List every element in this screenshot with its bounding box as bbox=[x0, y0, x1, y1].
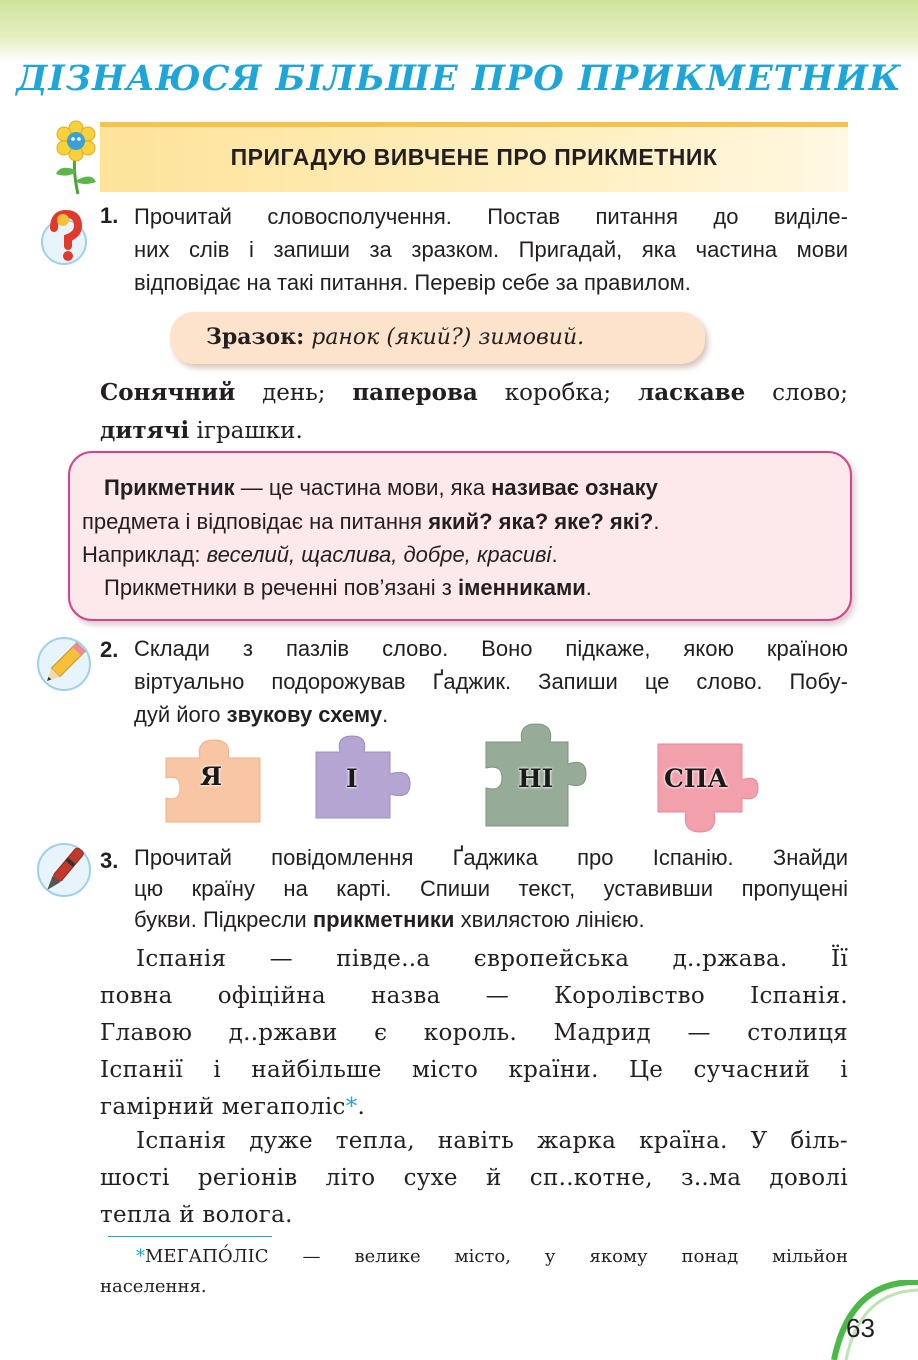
phrase-word: дитячі bbox=[100, 417, 190, 444]
rule-examples: веселий, щаслива, добре, красиві bbox=[206, 542, 552, 567]
task1-line: Прочитай словосполучення. Постав питання до виділе- bbox=[134, 204, 848, 229]
task2-instructions bbox=[134, 632, 848, 731]
text-line: шості регіонів літо сухе й сп..котне, з..ма доволі bbox=[100, 1165, 848, 1191]
text-line bbox=[100, 1089, 848, 1126]
task1-phrases bbox=[100, 374, 848, 450]
sample-question: (який?) bbox=[386, 325, 472, 350]
sample-label: Зразок: bbox=[206, 324, 305, 350]
rule-line-3 bbox=[82, 542, 558, 568]
top-band bbox=[0, 0, 918, 62]
task1-line: них слів і запиши за зразком. Пригадай, яка частина мови bbox=[134, 237, 848, 262]
phrase-noun: день; bbox=[262, 380, 326, 406]
rule-line-2 bbox=[82, 509, 659, 535]
task3-text: хвилястою лінією. bbox=[460, 907, 645, 932]
phrase-word: паперова bbox=[352, 379, 478, 406]
sample-box bbox=[170, 312, 705, 364]
subtitle-accent-line bbox=[100, 122, 848, 127]
task3-instructions bbox=[134, 842, 848, 935]
footnote-line bbox=[100, 1242, 848, 1272]
text-line: Главою д..ржави є король. Мадрид — столиця bbox=[100, 1020, 848, 1046]
task2-line: Склади з пазлів слово. Воно підкаже, якою країною bbox=[134, 636, 848, 661]
task2-text: дуй його bbox=[134, 702, 221, 727]
page-title: ДІЗНАЮСЯ БІЛЬШЕ ПРО ПРИКМЕТНИК bbox=[16, 58, 902, 99]
puzzle-shape bbox=[160, 734, 290, 834]
rule-questions: який? яка? яке? які? bbox=[428, 509, 654, 534]
section-subtitle: ПРИГАДУЮ ВИВЧЕНЕ ПРО ПРИКМЕТНИК bbox=[230, 144, 718, 170]
task3-bold: прикметники bbox=[312, 907, 455, 932]
text-line: Іспанія — півде..а європейська д..ржава. Її bbox=[136, 946, 848, 972]
footnote-line: населення. bbox=[100, 1276, 207, 1297]
rule-text: предмета і відповідає на питання bbox=[82, 509, 423, 534]
rule-example-label: Наприклад: bbox=[82, 542, 201, 567]
text-line: Іспанії і найбільше місто країни. Це сучасний і bbox=[100, 1057, 848, 1083]
sample-text bbox=[206, 324, 584, 350]
puzzle-label: НІ bbox=[518, 764, 554, 793]
phrase-word: ласкаве bbox=[638, 379, 746, 406]
rule-text: . bbox=[653, 509, 660, 534]
puzzle-shape bbox=[310, 734, 440, 834]
text-segment: . bbox=[357, 1094, 366, 1120]
task3-number: 3. bbox=[100, 848, 119, 873]
sample-noun: ранок bbox=[311, 325, 380, 350]
task2-text: . bbox=[382, 702, 389, 727]
rule-text: . bbox=[551, 542, 558, 567]
task2-line: віртуально подорожував Ґаджик. Запиши це слово. Побу- bbox=[134, 669, 848, 694]
rule-line-1 bbox=[104, 475, 658, 501]
page-number: 63 bbox=[846, 1313, 875, 1343]
task3-text: букви. Підкресли bbox=[134, 907, 307, 932]
puzzle-label: І bbox=[346, 764, 358, 793]
puzzle-piece bbox=[310, 734, 440, 834]
spain-paragraph-1 bbox=[100, 941, 848, 1126]
text-line: Іспанія дуже тепла, навіть жарка країна. У біль- bbox=[136, 1128, 848, 1154]
text-segment: гамірний мегаполіс bbox=[100, 1094, 346, 1120]
pen-icon bbox=[34, 840, 94, 900]
task3-line bbox=[134, 904, 848, 935]
flower-icon bbox=[46, 118, 106, 196]
rule-bold: іменниками bbox=[458, 575, 586, 600]
rule-box bbox=[68, 451, 852, 621]
puzzle-label: Я bbox=[200, 762, 223, 791]
rule-text: . bbox=[585, 575, 592, 600]
rule-text: Прикметники в реченні пов’язані з bbox=[104, 575, 452, 600]
task3-line: цю країну на карті. Спиши текст, уставивши пропущені bbox=[134, 876, 848, 901]
text-line: повна офіційна назва — Королівство Іспанія. bbox=[100, 983, 848, 1009]
task1-instructions bbox=[134, 200, 848, 299]
task3-line: Прочитай повідомлення Ґаджика про Іспанію. Знайди bbox=[134, 845, 848, 870]
footnote-definition: — велике місто, у якому понад мільйон bbox=[302, 1246, 848, 1267]
phrases-line bbox=[100, 412, 848, 450]
puzzle-piece bbox=[160, 734, 290, 834]
rule-text: — це частина мови, яка bbox=[240, 475, 485, 500]
text-line: тепла й волога. bbox=[100, 1202, 293, 1228]
phrase-noun: слово; bbox=[772, 380, 849, 406]
rule-term: Прикметник bbox=[104, 475, 235, 500]
phrase-noun: коробка; bbox=[504, 380, 612, 406]
rule-line-4 bbox=[104, 575, 592, 601]
subtitle-band bbox=[100, 122, 848, 192]
footnote-divider bbox=[108, 1236, 272, 1237]
task2-number: 2. bbox=[100, 637, 119, 662]
task1-number: 1. bbox=[100, 203, 119, 228]
task2-bold: звукову схему bbox=[226, 702, 383, 727]
task1-line: відповідає на такі питання. Перевір себе за правилом. bbox=[134, 270, 691, 295]
puzzle-piece bbox=[654, 740, 784, 840]
footnote-star: * bbox=[345, 1094, 358, 1120]
footnote-star: * bbox=[136, 1246, 145, 1267]
footnote-term: МЕГАПО́ЛІС bbox=[145, 1246, 269, 1267]
question-mark-icon bbox=[34, 206, 94, 266]
phrase-word: Сонячний bbox=[100, 379, 236, 406]
spain-paragraph-2 bbox=[100, 1123, 848, 1234]
rule-bold: називає ознаку bbox=[491, 475, 658, 500]
sample-adjective: зимовий. bbox=[478, 325, 585, 350]
phrases-line bbox=[100, 374, 848, 412]
pencil-icon bbox=[34, 634, 94, 694]
phrase-noun: іграшки. bbox=[196, 418, 303, 444]
footnote bbox=[100, 1242, 848, 1302]
puzzle-label: СПА bbox=[664, 764, 728, 793]
puzzle-piece bbox=[482, 722, 612, 822]
